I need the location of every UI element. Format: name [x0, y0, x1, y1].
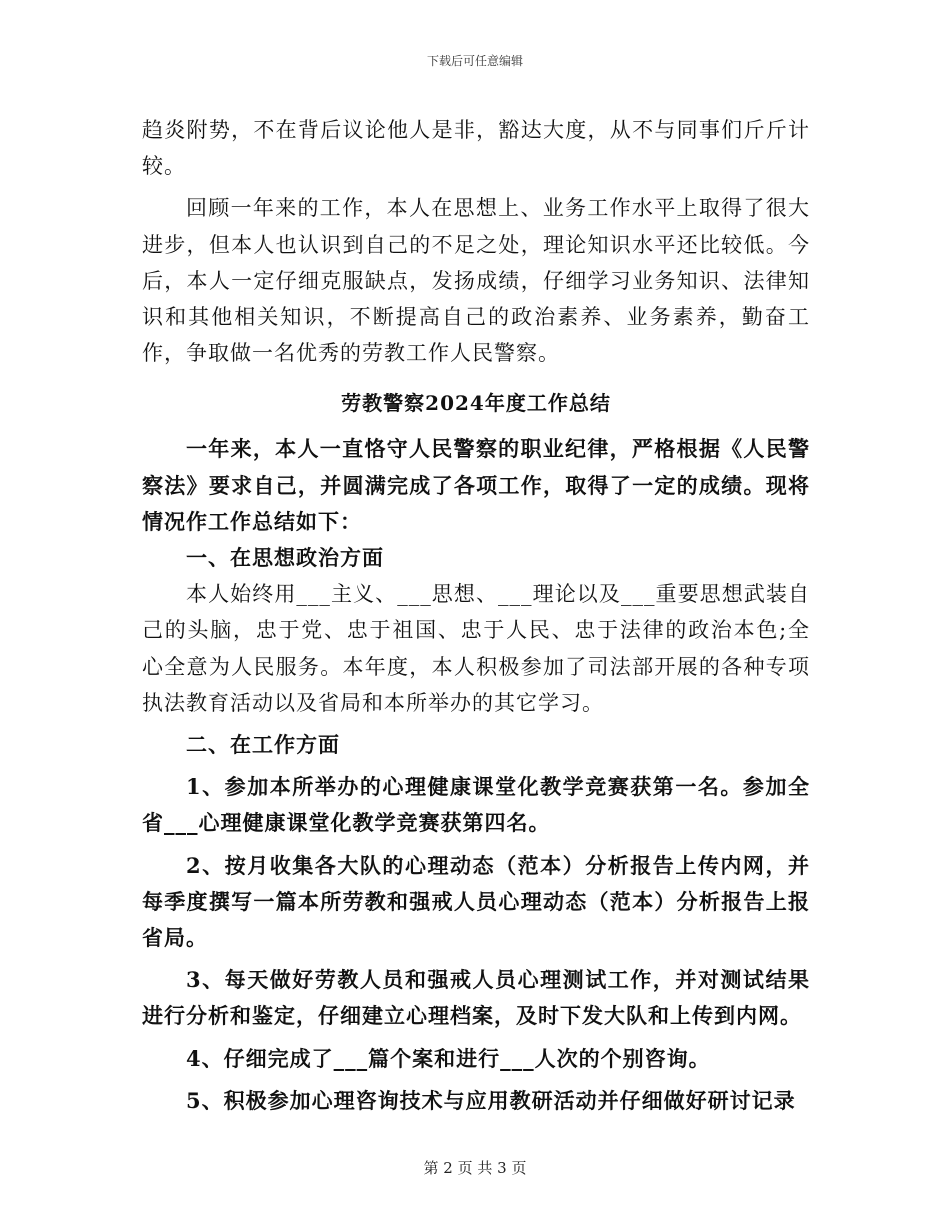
section-title: 劳教警察2024年度工作总结 — [341, 391, 611, 416]
list-item: 4、仔细完成了___篇个案和进行___人次的个别咨询。 — [186, 1045, 711, 1071]
page-header: 下载后可任意编辑 — [426, 54, 523, 68]
list-item: 2、按月收集各大队的心理动态（范本）分析报告上传内网，并每季度撰写一篇本所劳教和强戒人员心理动态（范本）分析报告上报省局。 — [142, 852, 810, 951]
list-item: 3、每天做好劳教人员和强戒人员心理测试工作，并对测试结果进行分析和鉴定，仔细建立心理档案，及时下发大队和上传到内网。 — [142, 967, 810, 1029]
section1-heading: 一、在思想政治方面 — [186, 545, 384, 571]
section2-heading: 二、在工作方面 — [186, 732, 340, 758]
list-item: 5、积极参加心理咨询技术与应用教研活动并仔细做好研讨记录 — [186, 1087, 796, 1113]
intro-paragraph: 一年来，本人一直恪守人民警察的职业纪律，严格根据《人民警察法》要求自己，并圆满完成了各项工作，取得了一定的成绩。现将情况作工作总结如下： — [142, 436, 810, 534]
page-footer: 第 2 页 共 3 页 — [423, 1159, 527, 1177]
list-item: 1、参加本所举办的心理健康课堂化教学竞赛获第一名。参加全省___心理健康课堂化教学竞赛获第四名。 — [142, 774, 810, 836]
section1-text: 本人始终用___主义、___思想、___理论以及___重要思想武装自己的头脑，忠于党、忠于祖国、忠于人民、忠于法律的政治本色;全心全意为人民服务。本年度，本人积极参加了司法部开展的各种专项执法教育活动以及省局和本所举办的其它学习。 — [142, 582, 810, 715]
paragraph-review: 回顾一年来的工作，本人在思想上、业务工作水平上取得了很大进步，但本人也认识到自己的不足之处，理论知识水平还比较低。今后，本人一定仔细克服缺点，发扬成绩，仔细学习业务知识、法律知识和其他相关知识，不断提高自己的政治素养、业务素养，勤奋工作，争取做一名优秀的劳教工作人民警察。 — [142, 196, 810, 366]
document-body — [142, 112, 810, 1119]
paragraph-continuation: 趋炎附势，不在背后议论他人是非，豁达大度，从不与同事们斤斤计较。 — [142, 118, 810, 179]
